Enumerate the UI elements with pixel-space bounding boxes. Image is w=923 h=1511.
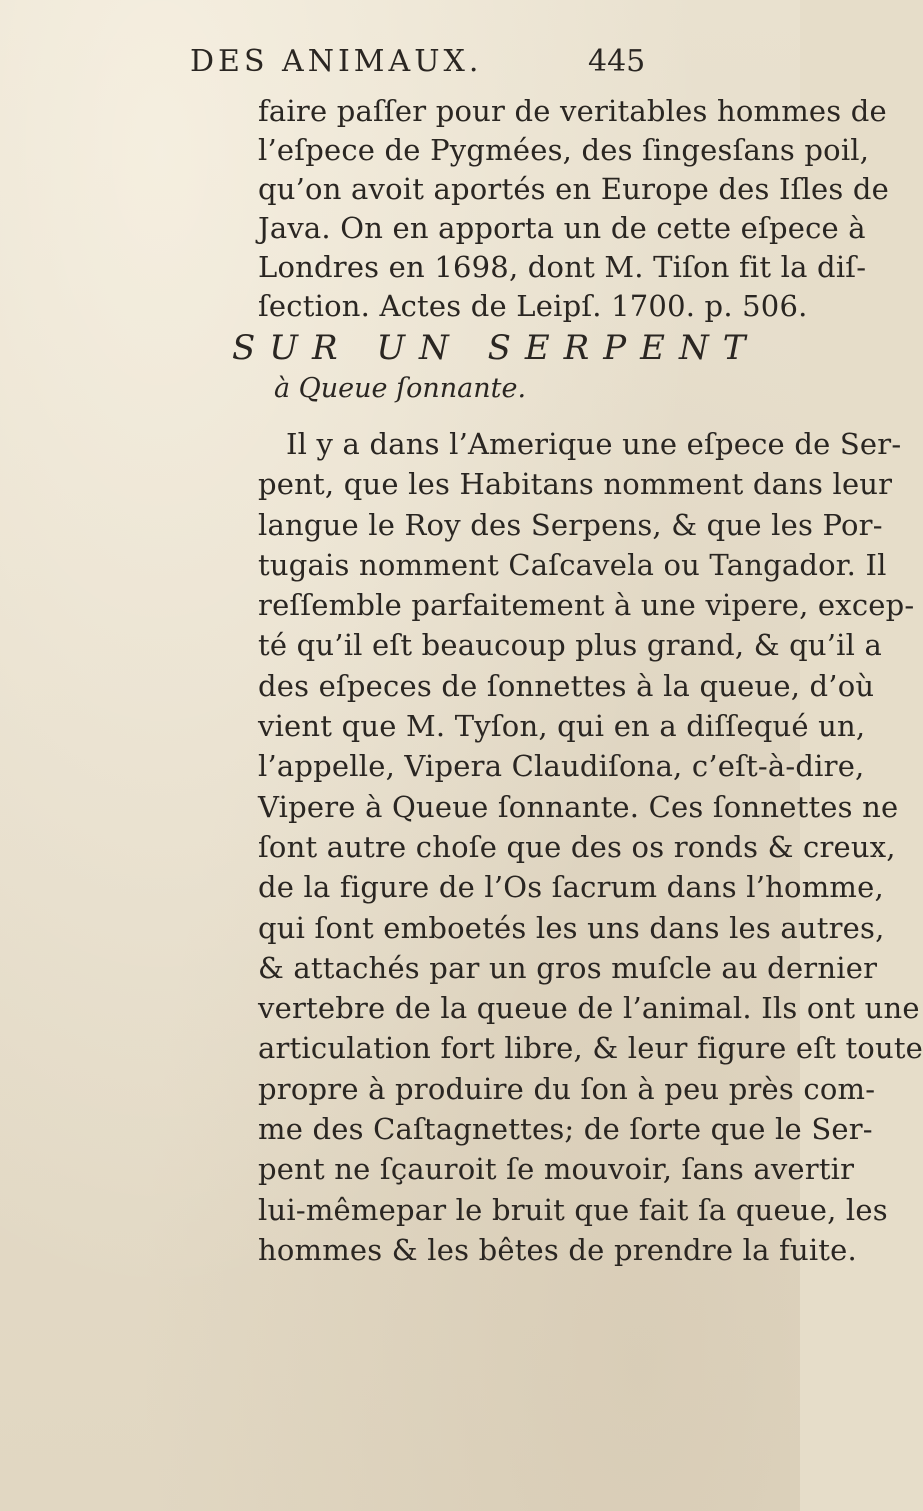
running-title: DES ANIMAUX.: [190, 44, 483, 79]
text-line: ſont autre choſe que des os ronds & creux,: [258, 829, 896, 864]
text-line: qui ſont emboetés les uns dans les autres,: [258, 910, 885, 945]
text-line: & attachés par un gros muſcle au dernier: [258, 950, 878, 985]
text-line: langue le Roy des Serpens, & que les Por-: [258, 507, 883, 542]
text-line: reſſemble parfaitement à une vipere, excep-: [258, 588, 915, 623]
text-line: me des Caſtagnettes; de ſorte que le Ser-: [258, 1112, 873, 1147]
text-line: pent ne ſçauroit ſe mouvoir, ſans avertir: [258, 1152, 855, 1187]
running-head: [0, 44, 800, 84]
section-subtitle: à Queue ſonnante.: [273, 373, 527, 404]
text-line: Vipere à Queue ſonnante. Ces ſonnettes ne: [258, 789, 899, 824]
body-paragraph: [258, 424, 923, 1270]
text-line: des eſpeces de ſonnettes à la queue, d’où: [258, 668, 875, 703]
text-line: de la figure de l’Os ſacrum dans l’homme,: [258, 870, 884, 905]
text-line: l’appelle, Vipera Claudiſona, c’eſt-à-dire,: [258, 749, 865, 784]
text-line: Java. On en apporta un de cette eſpece à: [258, 211, 866, 245]
text-line: vertebre de la queue de l’animal. Ils ont une: [258, 991, 920, 1026]
section-title: SUR UN SERPENT: [232, 328, 760, 368]
text-line: articulation fort libre, & leur figure eſt toute: [258, 1031, 923, 1066]
text-line: l’eſpece de Pygmées, des ſingesſans poil,: [258, 133, 870, 167]
text-line: lui-mêmepar le bruit que fait ſa queue, les: [258, 1192, 888, 1227]
text-line: tugais nomment Caſcavela ou Tangador. Il: [258, 547, 887, 582]
text-line: pent, que les Habitans nomment dans leur: [258, 467, 893, 502]
text-line: ſection. Actes de Leipſ. 1700. p. 506.: [258, 289, 808, 323]
text-line: Il y a dans l’Amerique une eſpece de Ser-: [286, 427, 902, 461]
text-line: Londres en 1698, dont M. Tiſon fit la diſ-: [258, 250, 867, 284]
opening-paragraph: [258, 92, 890, 326]
text-line: té qu’il eſt beaucoup plus grand, & qu’il a: [258, 628, 883, 663]
text-line: hommes & les bêtes de prendre la fuite.: [258, 1232, 857, 1267]
text-line: vient que M. Tyſon, qui en a diſſequé un,: [258, 709, 866, 744]
text-line: propre à produire du ſon à peu près com-: [258, 1071, 876, 1106]
text-line: faire paſſer pour de veritables hommes de: [258, 94, 887, 128]
text-line: qu’on avoit aportés en Europe des Iſles de: [258, 172, 890, 206]
page-number: 445: [588, 44, 646, 79]
